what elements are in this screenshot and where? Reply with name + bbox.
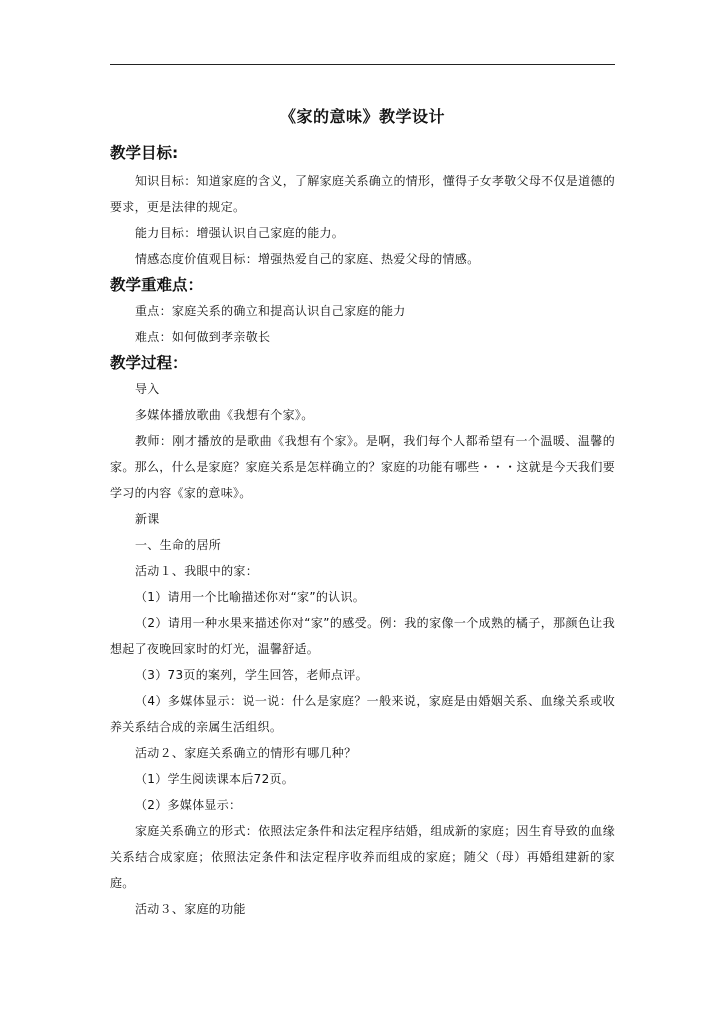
document-body — [110, 140, 615, 922]
paragraph: 重点：家庭关系的确立和提高认识自己家庭的能力 — [135, 304, 406, 318]
section-heading-process: 教学过程： — [110, 354, 188, 372]
paragraph: 知识目标：知道家庭的含义，了解家庭关系确立的情形，懂得子女孝敬父母不仅是道德的要求，更是法律的规定。 — [110, 174, 615, 214]
paragraph: 情感态度价值观目标：增强热爱自己的家庭、热爱父母的情感。 — [135, 252, 480, 266]
paragraph: 教师：刚才播放的是歌曲《我想有个家》。是啊，我们每个人都希望有一个温暖、温馨的家。那么，什么是家庭？家庭关系是怎样确立的？家庭的功能有哪些・・・这就是今天我们要学习的内容《家的意味》。 — [110, 434, 615, 500]
paragraph: 一、生命的居所 — [135, 538, 222, 552]
section-heading-objectives: 教学目标: — [110, 144, 179, 162]
paragraph: 新课 — [135, 512, 160, 526]
paragraph: 家庭关系确立的形式：依照法定条件和法定程序结婚，组成新的家庭；因生育导致的血缘关系结合成家庭；依照法定条件和法定程序收养而组成的家庭；随父（母）再婚组建新的家庭。 — [110, 824, 615, 890]
paragraph: 多媒体播放歌曲《我想有个家》。 — [135, 408, 314, 422]
paragraph: （1）学生阅读课本后72页。 — [135, 772, 295, 786]
paragraph: 能力目标：增强认识自己家庭的能力。 — [135, 226, 345, 240]
paragraph: （4）多媒体显示：说一说：什么是家庭？一般来说，家庭是由婚姻关系、血缘关系或收养关系结合成的亲属生活组织。 — [110, 694, 615, 734]
paragraph: （3）73页的案列，学生回答，老师点评。 — [135, 668, 368, 682]
document-title: 《家的意味》教学设计 — [279, 107, 445, 126]
paragraph: 活动２、家庭关系确立的情形有哪几种？ — [135, 746, 357, 760]
paragraph: （2）多媒体显示： — [135, 798, 242, 812]
paragraph: 导入 — [135, 382, 160, 396]
paragraph: （1）请用一个比喻描述你对“家”的认识。 — [135, 590, 366, 604]
paragraph: 活动１、我眼中的家： — [135, 564, 259, 578]
paragraph: （2）请用一种水果来描述你对“家”的感受。例：我的家像一个成熟的橘子，那颜色让我想起了夜晚回家时的灯光，温馨舒适。 — [110, 616, 615, 656]
paragraph: 难点：如何做到孝亲敬长 — [135, 330, 271, 344]
section-heading-key-points: 教学重难点： — [110, 276, 204, 294]
header-rule — [110, 64, 615, 65]
paragraph: 活动３、家庭的功能 — [135, 902, 246, 916]
